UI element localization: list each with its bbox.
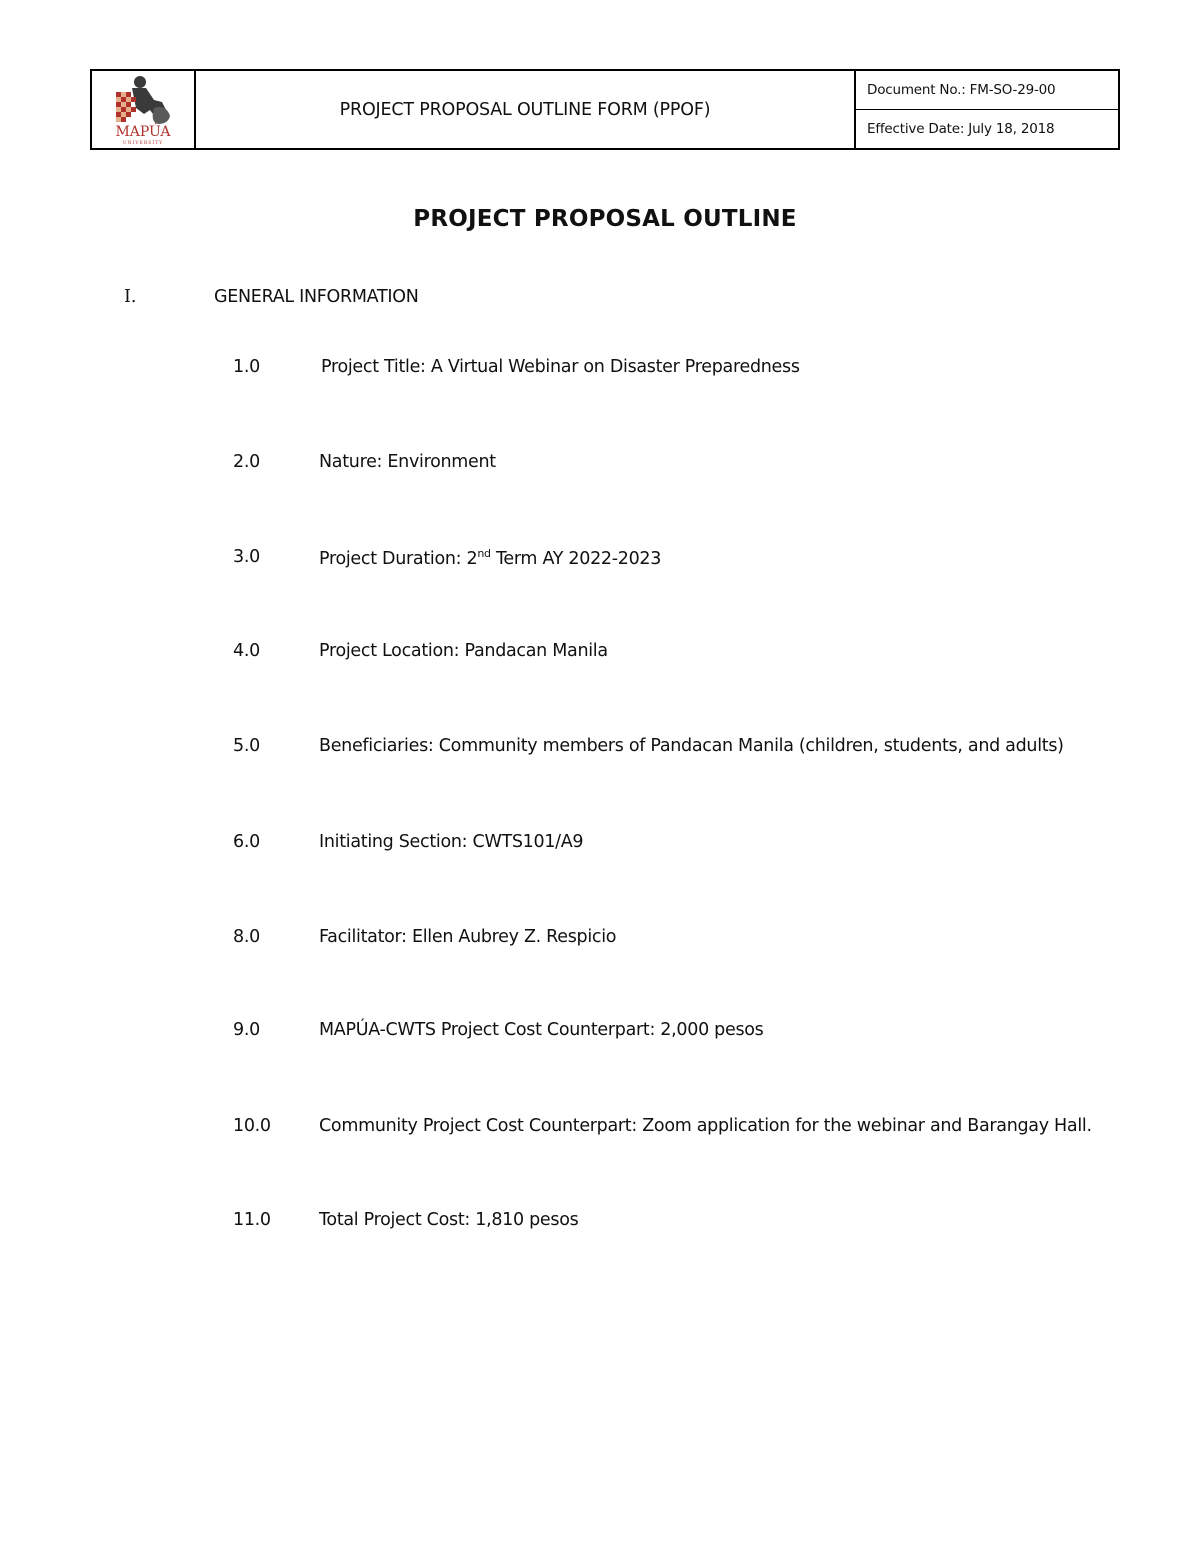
header-meta [856, 71, 1118, 148]
item-number: 2.0 [233, 452, 260, 472]
page-title: PROJECT PROPOSAL OUTLINE [413, 206, 797, 232]
form-title: PROJECT PROPOSAL OUTLINE FORM (PPOF) [196, 71, 856, 148]
item-text: Project Title: A Virtual Webinar on Disaster Preparedness [321, 357, 800, 377]
document-number: Document No.: FM-SO-29-00 [867, 82, 1056, 98]
item-number: 5.0 [233, 736, 260, 756]
item-text: MAPÚA-CWTS Project Cost Counterpart: 2,000 pesos [319, 1020, 764, 1040]
logo-subtext: UNIVERSITY [122, 140, 164, 146]
item-number: 9.0 [233, 1020, 260, 1040]
section-number: I. [124, 287, 137, 307]
item-number: 10.0 [233, 1116, 271, 1136]
item-text: Community Project Cost Counterpart: Zoom application for the webinar and Barangay Hall. [319, 1116, 1092, 1136]
item-superscript: nd [477, 547, 491, 560]
item-text: Total Project Cost: 1,810 pesos [319, 1210, 579, 1230]
item-text-after: Term AY 2022-2023 [490, 549, 662, 569]
item-number: 6.0 [233, 832, 260, 852]
item-text: Beneficiaries: Community members of Pandacan Manila (children, students, and adults) [319, 736, 1064, 756]
item-number: 3.0 [233, 547, 260, 567]
section-label: GENERAL INFORMATION [214, 287, 419, 307]
item-number: 11.0 [233, 1210, 271, 1230]
item-text: Initiating Section: CWTS101/A9 [319, 832, 584, 852]
item-text-before: Project Duration: 2 [319, 549, 478, 569]
item-number: 4.0 [233, 641, 260, 661]
item-number: 1.0 [233, 357, 260, 377]
document-header-table [90, 69, 1120, 150]
item-number: 8.0 [233, 927, 260, 947]
effective-date: Effective Date: July 18, 2018 [856, 109, 1118, 148]
item-text: Nature: Environment [319, 452, 496, 472]
item-text: Project Location: Pandacan Manila [319, 641, 608, 661]
item-text: Facilitator: Ellen Aubrey Z. Respicio [319, 927, 617, 947]
mapua-logo [110, 74, 176, 146]
logo-wordmark: MAPÚA [115, 123, 171, 140]
item-text [319, 547, 661, 569]
logo-cell [92, 71, 196, 148]
